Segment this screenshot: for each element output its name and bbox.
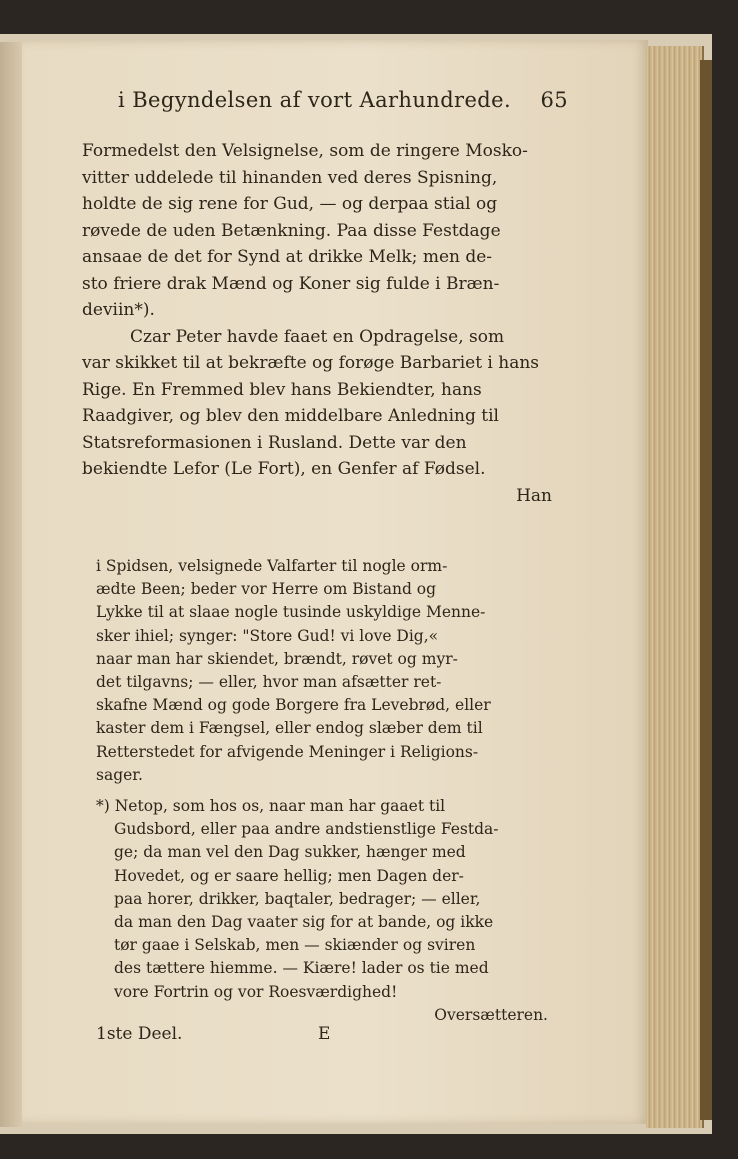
footnote-line: Gudsbord, eller paa andre andstienstlige Festda- <box>114 820 499 839</box>
paragraph-2 <box>82 324 552 483</box>
text-line: ædte Been; beder vor Herre om Bistand og <box>96 580 437 599</box>
text-line: holdte de sig rene for Gud, — og derpaa stial og <box>82 194 498 214</box>
text-line: Rige. En Fremmed blev hans Bekiendter, hans <box>82 379 482 400</box>
binding-shadow <box>700 60 712 1120</box>
text-line: Raadgiver, og blev den middelbare Anledning til <box>82 406 499 426</box>
text-line: Lykke til at slaae nogle tusinde uskyldige Menne- <box>96 603 486 622</box>
text-line: sto friere drak Mænd og Koner sig fulde i Bræn- <box>82 273 500 294</box>
text-line: Formedelst den Velsignelse, som de ringere Mosko- <box>82 141 528 161</box>
text-line: Retterstedet for afvigende Meninger i Religions- <box>96 742 479 761</box>
text-line: naar man har skiendet, brændt, røvet og myr- <box>96 649 458 668</box>
footnote-signature: Oversætteren. <box>434 1005 548 1024</box>
text-line: var skikket til at bekræfte og forøge Barbariet i hans <box>82 353 540 373</box>
footnote-line: ge; da man vel den Dag sukker, hænger med <box>114 843 466 862</box>
catchword: Han <box>516 485 552 506</box>
continued-note-block <box>96 555 552 787</box>
footnote-line: da man den Dag vaater sig for at bande, og ikke <box>114 913 494 932</box>
volume-label: 1ste Deel. <box>96 1024 183 1044</box>
text-line: Czar Peter havde faaet en Opdragelse, som <box>130 326 505 347</box>
sheet-signature-mark: E <box>318 1024 331 1044</box>
page-number: 65 <box>540 88 568 112</box>
footnote-line: Hovedet, og er saare hellig; men Dagen der- <box>114 866 464 885</box>
paragraph-1 <box>82 138 552 324</box>
text-line: vitter uddelede til hinanden ved deres Spisning, <box>82 167 498 188</box>
text-line: det tilgavns; — eller, hvor man afsætter ret- <box>96 673 442 692</box>
text-line: ansaae de det for Synd at drikke Melk; men de- <box>82 247 493 267</box>
text-line: i Spidsen, velsignede Valfarter til nogle orm- <box>96 557 448 575</box>
footnote-line: des tættere hiemme. — Kiære! lader os tie med <box>114 959 489 978</box>
footnote-line: paa horer, drikker, baqtaler, bedrager; — eller, <box>114 889 481 908</box>
running-head-title: i Begyndelsen af vort Aarhundrede. <box>118 88 512 112</box>
text-line: deviin*). <box>82 300 155 320</box>
text-line: kaster dem i Fængsel, eller endog slæber dem til <box>96 719 483 738</box>
text-line: sker ihiel; synger: "Store Gud! vi love Dig,« <box>96 626 439 645</box>
footnote <box>96 795 552 1027</box>
footnote-line: vore Fortrin og vor Roesværdighed! <box>114 982 398 1001</box>
text-line: sager. <box>96 765 143 784</box>
footnote-line: tør gaae i Selskab, men — skiænder og sviren <box>114 936 476 955</box>
footnote-line: *) Netop, som hos os, naar man har gaaet til <box>96 797 446 815</box>
facing-page-edge <box>0 42 22 1127</box>
signature-line <box>96 1024 556 1054</box>
main-text <box>82 138 552 509</box>
text-line: røvede de uden Betænkning. Paa disse Festdage <box>82 220 501 241</box>
text-line: bekiendte Lefor (Le Fort), en Genfer af Fødsel. <box>82 459 486 479</box>
page-stack-edge <box>646 46 704 1128</box>
text-line: skafne Mænd og gode Borgere fra Levebrød, eller <box>96 696 491 715</box>
running-head <box>118 88 568 122</box>
text-line: Statsreformasionen i Rusland. Dette var den <box>82 432 467 453</box>
